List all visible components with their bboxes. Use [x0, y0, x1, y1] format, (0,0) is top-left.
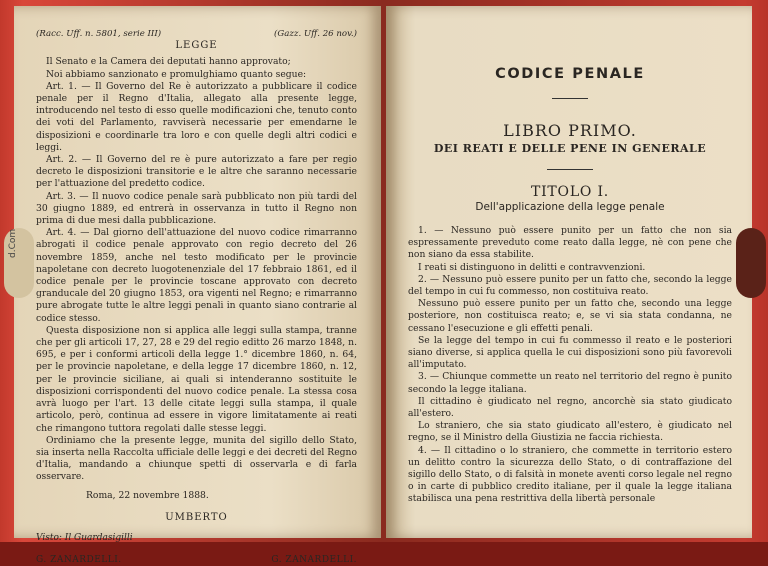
- code-text-block: [408, 66, 732, 506]
- right-edge-tab: [736, 228, 766, 298]
- paragraph: Art. 1. — Il Governo del Re è autorizzato a pubblicare il codice penale per il Regno d'Italia, allegato alla presente legge, introducendo nel testo di esso quelle modificazioni che, tenuto conto dei voti del Parlamento, ravviserà necessarie per emendarne le disposizioni e coordinarle tra loro e con quelle degli altri codici e leggi.: [36, 80, 357, 153]
- paragraph: Se la legge del tempo in cui fu commesso il reato e le posteriori siano diverse, si applica quella le cui disposizioni sono più favorevoli all'imputato.: [408, 334, 732, 371]
- code-title: CODICE PENALE: [495, 66, 645, 82]
- law-title: LEGGE: [175, 40, 218, 52]
- signature-left: G. ZANARDELLI.: [36, 555, 122, 566]
- book-subtitle: DEI REATI E DELLE PENE IN GENERALE: [433, 142, 707, 155]
- king-signature: UMBERTO: [165, 511, 228, 523]
- right-page: [386, 6, 752, 538]
- visto-text: Visto: Il Guardasigilli: [36, 532, 133, 543]
- paragraph: 4. — Il cittadino o lo straniero, che commette in territorio estero un delitto contro la sicurezza dello Stato, o di contraffazione del sigillo dello Stato, o di falsità in monete aventi corso legale nel regno o in carte di pubblico credito italiane, per il quale la legge italiana stabilisca una pena restrittiva della libertà personale: [408, 444, 732, 505]
- paragraph: Il cittadino è giudicato nel regno, ancorchè sia stato giudicato all'estero.: [408, 395, 732, 420]
- paragraph: I reati si distinguono in delitti e contravvenzioni.: [418, 261, 646, 273]
- paragraph: Lo straniero, che sia stato giudicato all'estero, è giudicato nel regno, se il Ministro della Giustizia ne faccia richiesta.: [408, 420, 732, 444]
- book-title: LIBRO PRIMO.: [503, 121, 637, 140]
- paragraph: 1. — Nessuno può essere punito per un fatto che non sia espressamente preveduto come reato dalla legge, nè con pene che non siano da essa stabilite.: [408, 225, 732, 261]
- edge-tab-text: d.Com: [8, 228, 18, 258]
- divider: [552, 98, 588, 99]
- paragraph: Noi abbiamo sanzionato e promulghiamo quanto segue:: [46, 68, 307, 80]
- paragraph: Il Senato e la Camera dei deputati hanno approvato;: [46, 56, 291, 68]
- articles: [408, 225, 732, 506]
- header-left: (Racc. Uff. n. 5801, serie III): [36, 29, 162, 39]
- titolo-heading: TITOLO I.: [530, 184, 610, 200]
- divider: [547, 169, 593, 170]
- paragraph: 3. — Chiunque commette un reato nel territorio del regno è punito secondo la legge italiana.: [408, 371, 732, 395]
- paragraph: Questa disposizione non si applica alle leggi sulla stampa, tranne che per gli articoli 17, 27, 28 e 29 del regio editto 26 marzo 1848, n. 695, e per i conformi articoli della legge 1.° dicembre 1860, n. 64, per le provincie napoletane, e della legge 17 dicembre 1860, n. 12, per le provincie siciliane, ai quali si intenderanno sostituite le disposizioni corrispondenti del nuovo codice penale. La stessa cosa avrà luogo per l'art. 13 delle citate leggi sulla stampa, il quale articolo, però, continua ad essere in vigore limitatamente ai reati che rimangono tuttora regolati dalle stesse leggi.: [36, 324, 357, 434]
- law-text-block: [36, 28, 357, 566]
- signatures: [36, 554, 357, 566]
- paragraph: Art. 4. — Dal giorno dell'attuazione del nuovo codice rimarranno abrogati il codice penale approvato con regio decreto del 26 novembre 1859, anche nel testo modificato per le provincie napoletane con decreto luogotenenziale del 17 febbraio 1861, ed il codice penale per le provincie toscane approvato con decreto granducale del 20 giugno 1853, ora vigenti nel Regno; e rimarranno pure abrogate tutte le altre leggi penali in quanto siano contrarie al codice stesso.: [36, 227, 357, 324]
- titolo-subtitle: Dell'applicazione della legge penale: [475, 201, 665, 213]
- law-date: Roma, 22 novembre 1888.: [86, 489, 209, 501]
- visto-line: [36, 532, 357, 544]
- paragraph: Art. 2. — Il Governo del re è pure autorizzato a fare per regio decreto le disposizioni transitorie e le altre che saranno necessarie per l'attuazione del predetto codice.: [36, 154, 357, 190]
- signature-right: G. ZANARDELLI.: [271, 555, 357, 566]
- paragraph: Art. 3. — Il nuovo codice penale sarà pubblicato non più tardi del 30 giugno 1889, ed entrerà in osservanza in tutto il Regno non prima di due mesi dalla pubblicazione.: [36, 190, 357, 227]
- left-page: [8, 6, 381, 566]
- paragraph: Ordiniamo che la presente legge, munita del sigillo dello Stato, sia inserta nella Raccolta ufficiale delle leggi e dei decreti del Regno d'Italia, mandando a chiunque spetti di osservarla e di farla osservare.: [36, 434, 357, 483]
- paragraph: 2. — Nessuno può essere punito per un fatto che, secondo la legge del tempo in cui fu commesso, non costituiva reato.: [408, 273, 732, 298]
- paragraph: Nessuno può essere punito per un fatto che, secondo una legge posteriore, non costituisca reato; e, se vi sia stata condanna, ne cessano l'esecuzione e gli effetti penali.: [408, 298, 732, 334]
- page-header: [36, 28, 357, 40]
- header-right: (Gazz. Uff. 26 nov.): [274, 29, 357, 39]
